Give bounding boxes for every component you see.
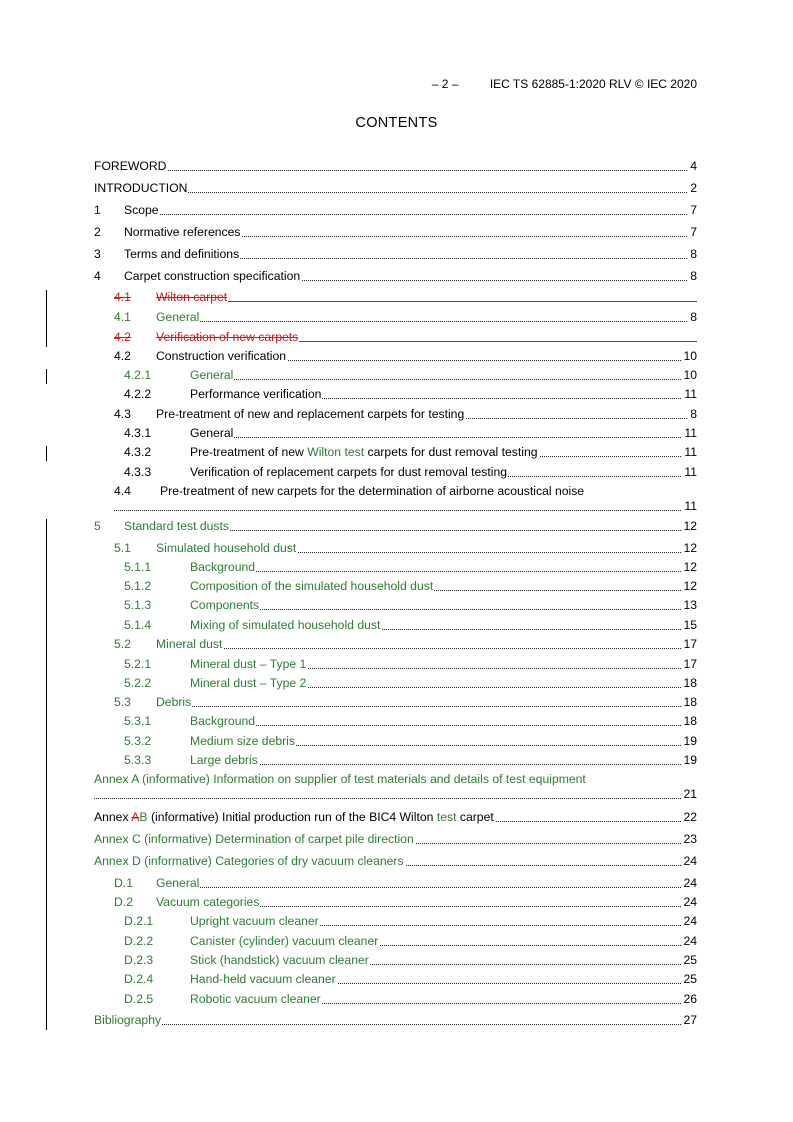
toc-entry-1[interactable]: 1 Scope 7 [94,203,697,217]
toc-entry-4-3-1[interactable]: 4.3.1 General 11 [124,426,697,440]
toc-entry-5-1-4[interactable]: 5.1.4 Mixing of simulated household dust 15 [124,618,697,632]
toc-entry-d-2-5[interactable]: D.2.5 Robotic vacuum cleaner 26 [124,992,697,1006]
toc-entry-5-3-2[interactable]: 5.3.2 Medium size debris 19 [124,734,697,748]
page-title: CONTENTS [355,115,438,131]
toc-entry-5-1[interactable]: 5.1 Simulated household dust 12 [114,541,697,555]
toc-entry-4-2-1[interactable]: 4.2.1 General 10 [124,368,697,382]
toc-entry-annex-a[interactable]: Annex A (informative) Information on supplier of test materials and details of test equipment 21 [94,772,697,801]
toc-entry-4-1[interactable]: 4.1 General 8 [114,310,697,324]
page-header [432,77,697,91]
toc-entry-d-2-1[interactable]: D.2.1 Upright vacuum cleaner 24 [124,914,697,928]
toc-entry-5-3-1[interactable]: 5.3.1 Background 18 [124,714,697,728]
toc-entry-d-2[interactable]: D.2 Vacuum categories 24 [114,895,697,909]
toc-entry-4[interactable]: 4 Carpet construction specification 8 [94,269,697,283]
toc-entry-d-1[interactable]: D.1 General 24 [114,876,697,890]
change-bar [46,519,47,1030]
toc-entry-4-2-deleted[interactable]: 4.2 Verification of new carpets [114,330,697,345]
toc-entry-5-2-1[interactable]: 5.2.1 Mineral dust – Type 1 17 [124,657,697,671]
toc-entry-4-3[interactable]: 4.3 Pre-treatment of new and replacement carpets for testing 8 [114,407,697,421]
toc-entry-5-1-2[interactable]: 5.1.2 Composition of the simulated household dust 12 [124,579,697,593]
toc-entry-5[interactable]: 5 Standard test dusts 12 [94,519,697,533]
toc-entry-5-1-1[interactable]: 5.1.1 Background 12 [124,560,697,574]
change-bar [46,369,47,384]
toc-entry-5-2[interactable]: 5.2 Mineral dust 17 [114,637,697,651]
toc-entry-5-3[interactable]: 5.3 Debris 18 [114,695,697,709]
toc-entry-annex-c[interactable]: Annex C (informative) Determination of carpet pile direction 23 [94,832,697,846]
toc-entry-4-3-3[interactable]: 4.3.3 Verification of replacement carpets for dust removal testing 11 [124,465,697,479]
page-number: – 2 – [431,77,459,91]
toc-entry-4-3-2[interactable]: 4.3.2 Pre-treatment of new Wilton test carpets for dust removal testing 11 [124,445,697,459]
toc-entry-introduction[interactable]: INTRODUCTION 2 [94,181,697,195]
toc-entry-4-2-2[interactable]: 4.2.2 Performance verification 11 [124,387,697,401]
document-reference: IEC TS 62885-1:2020 RLV © IEC 2020 [489,77,697,91]
toc-entry-foreword[interactable]: FOREWORD 4 [94,159,697,173]
toc-entry-2[interactable]: 2 Normative references 7 [94,225,697,239]
toc-entry-4-1-deleted[interactable]: 4.1 Wilton carpet [114,290,697,305]
toc-entry-d-2-4[interactable]: D.2.4 Hand-held vacuum cleaner 25 [124,972,697,986]
toc-entry-3[interactable]: 3 Terms and definitions 8 [94,247,697,261]
change-bar [46,290,47,347]
toc-entry-annex-b[interactable]: Annex AB (informative) Initial production run of the BIC4 Wilton test carpet 22 [94,810,697,824]
toc-entry-5-2-2[interactable]: 5.2.2 Mineral dust – Type 2 18 [124,676,697,690]
toc-entry-annex-d[interactable]: Annex D (informative) Categories of dry vacuum cleaners 24 [94,854,697,868]
change-bar [46,446,47,461]
toc-entry-5-3-3[interactable]: 5.3.3 Large debris 19 [124,753,697,767]
toc-entry-bibliography[interactable]: Bibliography 27 [94,1013,697,1027]
toc-entry-d-2-3[interactable]: D.2.3 Stick (handstick) vacuum cleaner 25 [124,953,697,967]
toc-entry-5-1-3[interactable]: 5.1.3 Components 13 [124,598,697,612]
toc-entry-4-4[interactable]: 4.4 Pre-treatment of new carpets for the determination of airborne acoustical noise 11 [114,484,697,513]
toc-entry-d-2-2[interactable]: D.2.2 Canister (cylinder) vacuum cleaner 24 [124,934,697,948]
toc-entry-4-2[interactable]: 4.2 Construction verification 10 [114,349,697,363]
